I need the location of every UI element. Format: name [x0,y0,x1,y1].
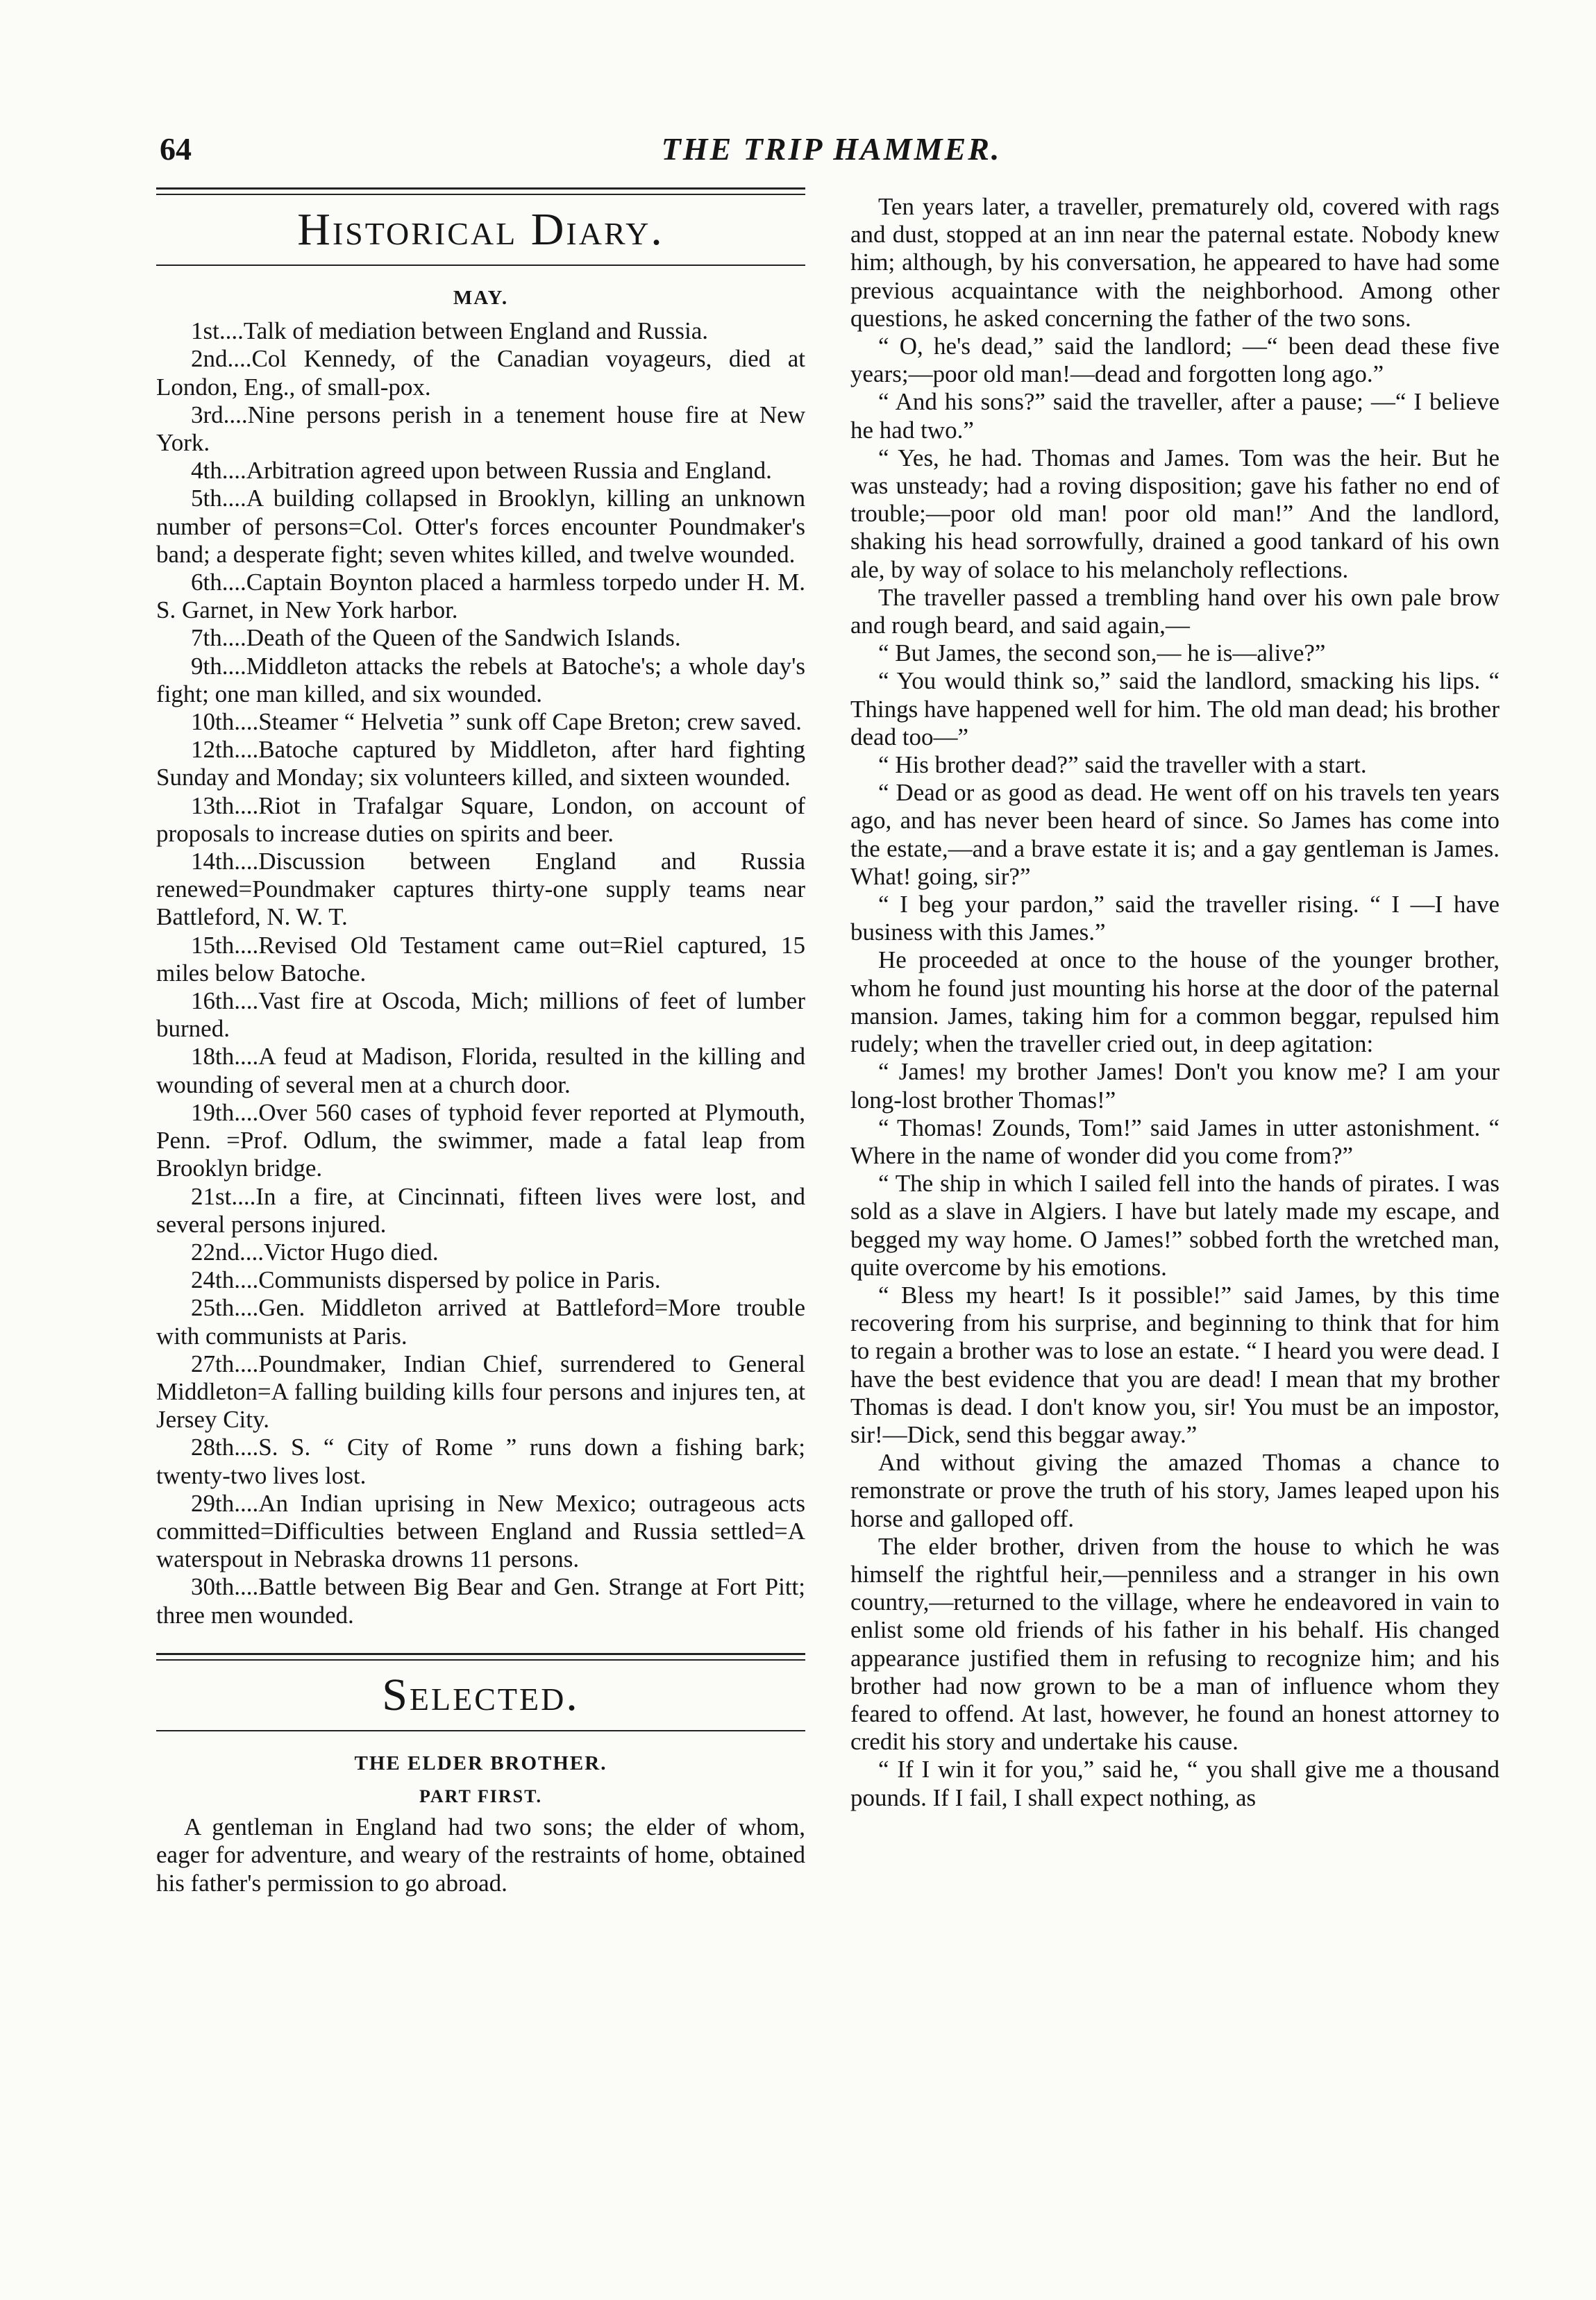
diary-entry: 1st....Talk of mediation between England and Russia. [191,317,709,345]
right-column [850,193,1500,1812]
diary-entry: 28th....S. S. “ City of Rome ” runs down a fishing bark; twenty-two lives lost. [156,1434,805,1489]
diary-entry: 12th....Batoche captured by Middleton, after hard fighting Sunday and Monday; six volunteers killed, and sixteen wounded. [156,736,805,791]
divider-rule [156,187,805,195]
story-paragraph: “ James! my brother James! Don't you know me? I am your long-lost brother Thomas!” [850,1058,1500,1114]
diary-entry: 25th....Gen. Middleton arrived at Battleford=More trouble with communists at Paris. [156,1294,805,1350]
story-paragraph: He proceeded at once to the house of the younger brother, whom he found just mounting his horse at the door of the paternal mansion. James, taking him for a common beggar, repulsed him rudely; when the traveller cried out, in deep agitation: [850,946,1500,1058]
diary-entry: 9th....Middleton attacks the rebels at Batoche's; a whole day's fight; one man killed, and six wounded. [156,652,805,707]
story-title: THE ELDER BROTHER. [354,1752,607,1774]
story-paragraph: “ If I win it for you,” said he, “ you shall give me a thousand pounds. If I fail, I shall expect nothing, as [850,1756,1500,1811]
diary-entry: 5th....A building collapsed in Brooklyn, killing an unknown number of persons=Col. Otter's forces encounter Poundmaker's band; a desperate fight; seven whites killed, and twelve wounded. [156,485,805,568]
page-header [160,131,1503,172]
diary-entry: 27th....Poundmaker, Indian Chief, surrendered to General Middleton=A falling building kills four persons and injures ten, at Jersey City. [156,1350,805,1434]
diary-entry: 10th....Steamer “ Helvetia ” sunk off Cape Breton; crew saved. [191,708,802,736]
story-paragraph: “ Dead or as good as dead. He went off on his travels ten years ago, and has never been heard of since. So James has come into the estate,—and a brave estate it is; and a gay gentleman is James. What! going, sir?” [850,779,1500,890]
story-paragraph: A gentleman in England had two sons; the elder of whom, eager for adventure, and weary of the restraints of home, obtained his father's permission to go abroad. [156,1813,805,1897]
diary-entry: 3rd....Nine persons perish in a tenement house fire at New York. [156,401,805,457]
story-paragraph: The traveller passed a trembling hand over his own pale brow and rough beard, and said again,— [850,583,1500,639]
diary-entry: 30th....Battle between Big Bear and Gen. Strange at Fort Pitt; three men wounded. [156,1573,805,1629]
story-paragraph: “ The ship in which I sailed fell into the hands of pirates. I was sold as a slave in Algiers. I have but lately made my escape, and begged my way home. O James!” sobbed forth the wretched man, quite overcome by his emotions. [850,1170,1500,1281]
diary-entry: 4th....Arbitration agreed upon between Russia and England. [191,457,772,485]
month-heading: MAY. [453,287,509,309]
diary-entry: 13th....Riot in Trafalgar Square, London, on account of proposals to increase duties on spirits and beer. [156,791,805,847]
story-text-right [850,193,1500,1812]
story-paragraph: “ Thomas! Zounds, Tom!” said James in utter astonishment. “ Where in the name of wonder did you come from?” [850,1114,1500,1169]
left-column [156,187,805,1897]
story-paragraph: “ O, he's dead,” said the landlord; —“ been dead these five years;—poor old man!—dead and forgotten long ago.” [850,333,1500,388]
diary-entry: 24th....Communists dispersed by police in Paris. [191,1266,661,1294]
divider-rule [156,265,805,266]
diary-entry: 19th....Over 560 cases of typhoid fever reported at Plymouth, Penn. =Prof. Odlum, the swimmer, made a fatal leap from Brooklyn bridge. [156,1098,805,1182]
divider-rule [156,1730,805,1731]
story-paragraph: “ You would think so,” said the landlord, smacking his lips. “ Things have happened well for him. The old man dead; his brother dead too—” [850,667,1500,750]
diary-entries [156,317,805,1629]
diary-entry: 29th....An Indian uprising in New Mexico; outrageous acts committed=Difficulties between England and Russia settled=A waterspout in Nebraska drowns 11 persons. [156,1489,805,1573]
diary-entry: 14th....Discussion between England and Russia renewed=Poundmaker captures thirty-one supply teams near Battleford, N. W. T. [156,848,805,931]
story-paragraph: “ Bless my heart! Is it possible!” said James, by this time recovering from his surprise, and beginning to think that for him to regain a brother was to lose an estate. “ I heard you were dead. I have the best evidence that you are dead! I mean that my brother Thomas is dead. I don't know you, sir! You must be an impostor, sir!—Dick, send this beggar away.” [850,1281,1500,1448]
story-paragraph: “ And his sons?” said the traveller, after a pause; —“ I believe he had two.” [850,388,1500,444]
story-paragraph: Ten years later, a traveller, prematurely old, covered with rags and dust, stopped at an inn near the paternal estate. Nobody knew him; although, by his conversation, he appeared to have had some previous acquaintance with the neighborhood. Among other questions, he asked concerning the father of the two sons. [850,193,1500,332]
diary-entry: 16th....Vast fire at Oscoda, Mich; millions of feet of lumber burned. [156,987,805,1043]
running-title: THE TRIP HAMMER. [661,131,1002,167]
diary-entry: 15th....Revised Old Testament came out=Riel captured, 15 miles below Batoche. [156,931,805,987]
diary-entry: 18th....A feud at Madison, Florida, resulted in the killing and wounding of several men at a church door. [156,1043,805,1098]
diary-entry: 6th....Captain Boynton placed a harmless torpedo under H. M. S. Garnet, in New York harbor. [156,569,805,624]
story-text-left [156,1813,805,1897]
divider-rule [156,1653,805,1661]
story-paragraph: “ But James, the second son,— he is—alive?” [878,639,1326,667]
story-paragraph: And without giving the amazed Thomas a chance to remonstrate or prove the truth of his story, James leaped upon his horse and galloped off. [850,1449,1500,1532]
story-paragraph: “ His brother dead?” said the traveller with a start. [878,751,1367,779]
story-paragraph: “ I beg your pardon,” said the traveller rising. “ I —I have business with this James.” [850,891,1500,946]
story-part-heading: PART FIRST. [419,1786,543,1806]
diary-entry: 2nd....Col Kennedy, of the Canadian voyageurs, died at London, Eng., of small-pox. [156,345,805,401]
section-title-historical-diary: Historical Diary. [297,204,664,255]
page-number: 64 [160,131,192,167]
section-title-selected: Selected. [382,1669,580,1720]
story-paragraph: “ Yes, he had. Thomas and James. Tom was the heir. But he was unsteady; had a roving disposition; gave his father no end of trouble;—poor old man! poor old man!” And the landlord, shaking his head sorrowfully, drained a good tankard of his own ale, by way of solace to his melancholy reflections. [850,444,1500,583]
diary-entry: 22nd....Victor Hugo died. [191,1238,439,1266]
diary-entry: 7th....Death of the Queen of the Sandwich Islands. [191,624,681,652]
diary-entry: 21st....In a fire, at Cincinnati, fifteen lives were lost, and several persons injured. [156,1182,805,1238]
story-paragraph: The elder brother, driven from the house to which he was himself the rightful heir,—penniless and a stranger in his own country,—returned to the village, where he endeavored in vain to enlist some old friends of his father in his behalf. His changed appearance justified them in refusing to recognize him; and his brother had now grown to be a man of influence whom they feared to offend. At last, however, he found an honest attorney to credit his story and undertake his cause. [850,1532,1500,1756]
